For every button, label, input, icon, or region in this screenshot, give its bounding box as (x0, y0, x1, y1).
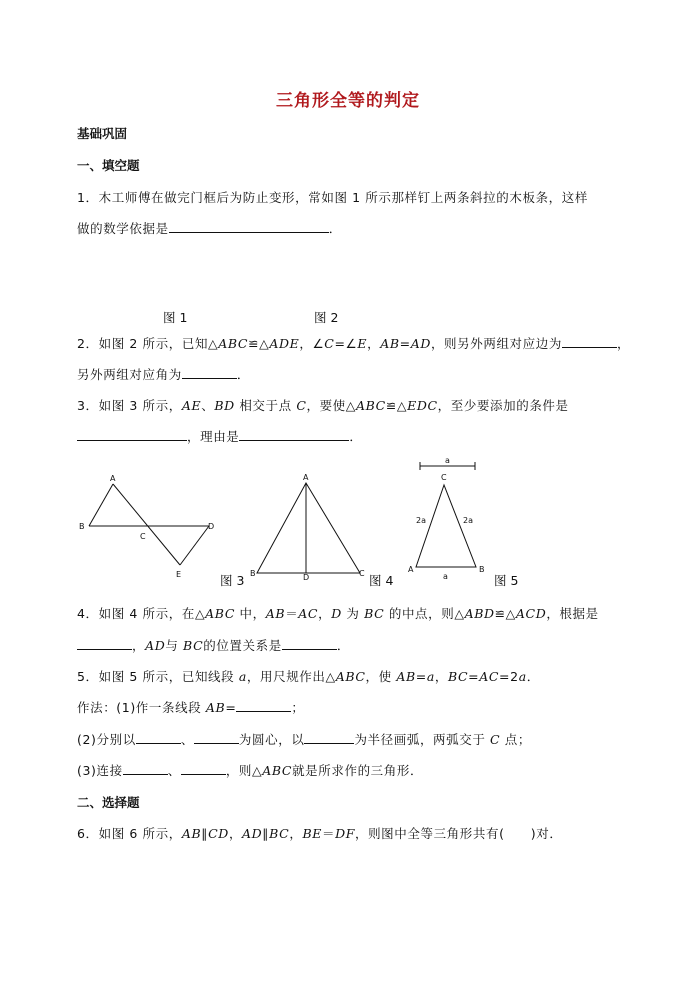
fig5-label-c: C (441, 473, 447, 482)
question-6-line-1: 6．如图 6 所示，AB∥CD，AD∥BC，BE＝DF，则图中全等三角形共有( )对． (77, 826, 563, 841)
answer-blank[interactable] (239, 429, 349, 441)
answer-blank[interactable] (562, 336, 617, 348)
fig4-label-a: A (303, 473, 309, 482)
answer-blank[interactable] (169, 221, 329, 233)
fig3-label-d: D (208, 522, 215, 531)
question-3-line-2: ，理由是 ． (77, 427, 363, 445)
figure-2-caption: 图 2 (314, 310, 339, 325)
figure-3-caption: 图 3 (220, 573, 245, 588)
answer-blank[interactable] (181, 763, 226, 775)
question-2-line-1: 2．如图 2 所示，已知△ABC≌△ADE，∠C=∠E，AB=AD，则另外两组对应边为 ， (77, 336, 631, 351)
construction-step-2: (2)分别以 、 为圆心，以 为半径画弧，两弧交于 C 点； (77, 732, 531, 747)
answer-blank[interactable] (77, 429, 187, 441)
fig3-label-a: A (110, 474, 116, 483)
fig4-label-b: B (250, 569, 256, 578)
question-2-line-2: 另外两组对应角为 ． (77, 367, 250, 382)
answer-blank[interactable] (77, 638, 132, 650)
question-5-line-1: 5．如图 5 所示，已知线段 a，用尺规作出△ABC，使 AB=a，BC=AC=2a． (77, 669, 540, 684)
page-title: 三角形全等的判定 (276, 91, 420, 111)
answer-blank[interactable] (136, 732, 181, 744)
answer-blank[interactable] (236, 700, 291, 712)
fig3-label-c: C (140, 532, 146, 541)
fig5-label-b: B (479, 565, 485, 574)
fig3-seg-ae (113, 484, 180, 565)
fig3-label-b: B (79, 522, 85, 531)
figures-3-4-5 (70, 452, 530, 592)
answer-blank[interactable] (123, 763, 168, 775)
figure-1-caption: 图 1 (163, 310, 188, 325)
fig5-label-base: a (443, 572, 448, 581)
answer-blank[interactable] (304, 732, 354, 744)
answer-blank[interactable] (182, 367, 237, 379)
fig4-triangle (257, 483, 360, 573)
figure-4-caption: 图 4 (369, 573, 394, 588)
section-basic: 基础巩固 (77, 126, 128, 141)
question-1-line-1: 1．木工师傅在做完门框后为防止变形，常如图 1 所示那样钉上两条斜拉的木板条，这样 (77, 190, 588, 205)
fig3-seg-de (180, 526, 209, 565)
fig5-triangle (416, 485, 476, 567)
fig3-label-e: E (176, 570, 182, 579)
fig4-label-d: D (303, 573, 310, 582)
section-fill-in: 一、填空题 (77, 158, 140, 173)
fig5-label-right-side: 2a (463, 516, 473, 525)
figure-5-caption: 图 5 (494, 573, 519, 588)
question-4-line-1: 4．如图 4 所示，在△ABC 中，AB＝AC，D 为 BC 的中点，则△ABD≌△ACD，根据是 (77, 606, 599, 621)
fig5-label-left-side: 2a (416, 516, 426, 525)
question-1-line-2: 做的数学依据是 ． (77, 221, 342, 236)
question-3-line-1: 3．如图 3 所示，AE、BD 相交于点 C，要使△ABC≌△EDC，至少要添加的条件是 (77, 398, 569, 413)
section-choice: 二、选择题 (77, 795, 140, 810)
construction-step-3: (3)连接 、 ，则△ABC就是所求作的三角形． (77, 763, 424, 778)
fig5-label-segment: a (445, 456, 450, 465)
answer-blank[interactable] (282, 638, 337, 650)
fig4-label-c: C (359, 569, 365, 578)
question-4-line-2: ，AD与 BC的位置关系是 ． (77, 636, 350, 654)
answer-blank[interactable] (194, 732, 239, 744)
fig5-label-a: A (408, 565, 414, 574)
construction-step-1: 作法：(1)作一条线段 AB= ； (77, 700, 305, 715)
fig3-seg-ab (89, 484, 113, 526)
